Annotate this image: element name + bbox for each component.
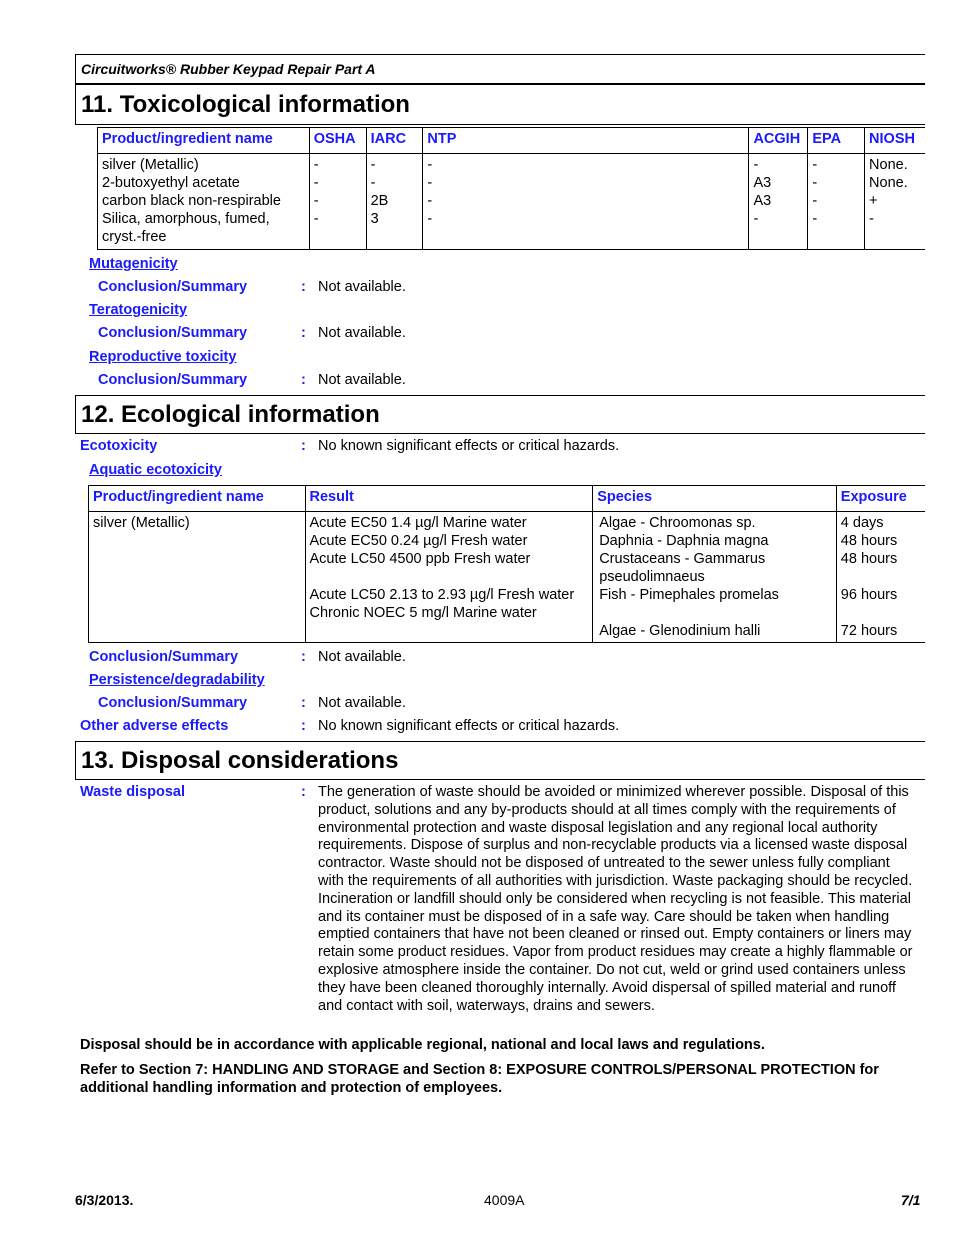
col-species bbox=[593, 512, 837, 643]
teratogenicity-link[interactable]: Teratogenicity bbox=[89, 302, 188, 318]
cell: - bbox=[370, 157, 376, 173]
th-name: Product/ingredient name bbox=[98, 128, 310, 154]
other-effects-value: No known significant effects or critical hazards. bbox=[318, 718, 620, 734]
product-name: Circuitworks® Rubber Keypad Repair Part A bbox=[81, 61, 376, 77]
section-title: 13. Disposal considerations bbox=[81, 747, 399, 774]
conclusion-label: Conclusion/Summary bbox=[98, 279, 248, 295]
cell: Algae - Glenodinium halli bbox=[599, 623, 761, 639]
aquatic-ecotoxicity-link[interactable]: Aquatic ecotoxicity bbox=[89, 462, 222, 478]
reproductive-toxicity-link[interactable]: Reproductive toxicity bbox=[89, 349, 237, 365]
cell: - bbox=[427, 211, 433, 227]
th-exposure: Exposure bbox=[836, 486, 925, 512]
aquatic-conclusion-value: Not available. bbox=[318, 649, 406, 665]
cell: Crustaceans - Gammarus pseudolimnaeus bbox=[599, 551, 766, 585]
cell: 72 hours bbox=[840, 623, 898, 639]
cell: Acute EC50 1.4 µg/l Marine water bbox=[309, 515, 527, 531]
reproductive-value: Not available. bbox=[318, 372, 406, 388]
cell: - bbox=[313, 157, 319, 173]
th-osha: OSHA bbox=[309, 128, 366, 154]
cell: None. bbox=[869, 157, 908, 173]
section-13-heading bbox=[75, 741, 925, 780]
col-acgih bbox=[749, 154, 808, 250]
colon: : bbox=[301, 718, 306, 734]
th-epa: EPA bbox=[808, 128, 865, 154]
ecotoxicity-value: No known significant effects or critical hazards. bbox=[318, 438, 620, 454]
cell: Chronic NOEC 5 mg/l Marine water bbox=[309, 605, 537, 621]
col-iarc bbox=[366, 154, 423, 250]
cell: - bbox=[753, 211, 759, 227]
cell: - bbox=[869, 211, 874, 227]
cell: - bbox=[313, 175, 319, 191]
toxicology-table bbox=[97, 127, 925, 250]
cell: Acute EC50 0.24 µg/l Fresh water bbox=[309, 533, 528, 549]
th-niosh: NIOSH bbox=[865, 128, 925, 154]
aquatic-table bbox=[88, 485, 925, 643]
th-species: Species bbox=[593, 486, 837, 512]
cell: - bbox=[812, 175, 818, 191]
cell: - bbox=[812, 157, 818, 173]
section-11-heading bbox=[75, 84, 925, 125]
colon: : bbox=[301, 279, 306, 295]
cell: - bbox=[812, 211, 818, 227]
th-name: Product/ingredient name bbox=[89, 486, 306, 512]
cell: Silica, amorphous, fumed, cryst.-free bbox=[102, 211, 270, 245]
cell: Daphnia - Daphnia magna bbox=[599, 533, 769, 549]
cell: - bbox=[427, 157, 433, 173]
cell: 48 hours bbox=[840, 533, 898, 549]
section-12-heading bbox=[75, 395, 925, 434]
th-iarc: IARC bbox=[366, 128, 423, 154]
disposal-note: Disposal should be in accordance with applicable regional, national and local laws and regulations. bbox=[80, 1037, 765, 1053]
ecotoxicity-label: Ecotoxicity bbox=[80, 438, 158, 454]
cell: Acute LC50 2.13 to 2.93 µg/l Fresh water bbox=[309, 587, 575, 603]
cell: - bbox=[427, 193, 433, 209]
teratogenicity-value: Not available. bbox=[318, 325, 406, 341]
cell: Acute LC50 4500 ppb Fresh water bbox=[309, 551, 531, 567]
th-ntp: NTP bbox=[423, 128, 749, 154]
cell: 3 bbox=[370, 211, 379, 227]
colon: : bbox=[301, 649, 306, 665]
document-header bbox=[75, 54, 925, 84]
colon: : bbox=[301, 438, 306, 454]
colon: : bbox=[301, 784, 306, 800]
waste-disposal-text: The generation of waste should be avoided or minimized wherever possible. Disposal of this product, solutions and any by-products should at all times comply with the requirements of environmental protection and waste disposal legislation and any regional local authority requirements. Dispose of surplus and non-recyclable products via a licensed waste disposal contractor. Waste should not be disposed of untreated to the sewer unless fully compliant with the requirements of all authorities with jurisdiction. Waste packaging should be recycled. Incineration or landfill should only be considered when recycling is not feasible. This material and its container must be disposed of in a safe way. Care should be taken when handling emptied containers that have not been cleaned or rinsed out. Empty containers or liners may retain some product residues. Vapor from product residues may create a highly flammable or explosive atmosphere inside the container. Do not cut, weld or grind used containers unless they have been cleaned thoroughly internally. Avoid dispersal of spilled material and runoff and contact with soil, waterways, drains and sewers. bbox=[318, 784, 913, 1014]
cell: - bbox=[427, 175, 433, 191]
footer-code: 4009A bbox=[484, 1192, 525, 1208]
cell: 48 hours bbox=[840, 551, 898, 567]
cell: silver (Metallic) bbox=[102, 157, 199, 173]
col-ntp bbox=[423, 154, 749, 250]
th-acgih: ACGIH bbox=[749, 128, 808, 154]
conclusion-label: Conclusion/Summary bbox=[98, 325, 248, 341]
cell: 96 hours bbox=[840, 587, 898, 603]
col-osha bbox=[309, 154, 366, 250]
cell: 4 days bbox=[840, 515, 884, 531]
col-names bbox=[98, 154, 310, 250]
conclusion-label: Conclusion/Summary bbox=[98, 695, 248, 711]
cell: - bbox=[313, 193, 319, 209]
cell: A3 bbox=[753, 175, 772, 191]
section-title: 12. Ecological information bbox=[81, 401, 380, 428]
cell: - bbox=[753, 157, 759, 173]
mutagenicity-link[interactable]: Mutagenicity bbox=[89, 256, 178, 272]
cell: 2-butoxyethyl acetate bbox=[102, 175, 240, 191]
col-exposure bbox=[836, 512, 925, 643]
mutagenicity-value: Not available. bbox=[318, 279, 406, 295]
cell: Fish - Pimephales promelas bbox=[599, 587, 779, 603]
conclusion-label: Conclusion/Summary bbox=[98, 372, 248, 388]
persistence-value: Not available. bbox=[318, 695, 406, 711]
cell: - bbox=[370, 175, 376, 191]
th-result: Result bbox=[305, 486, 593, 512]
cell: - bbox=[812, 193, 818, 209]
col-results bbox=[305, 512, 593, 643]
waste-disposal-label: Waste disposal bbox=[80, 784, 186, 800]
other-effects-label: Other adverse effects bbox=[80, 718, 229, 734]
cell: silver (Metallic) bbox=[93, 515, 190, 531]
col-epa bbox=[808, 154, 865, 250]
colon: : bbox=[301, 695, 306, 711]
persistence-link[interactable]: Persistence/degradability bbox=[89, 672, 265, 688]
cell: A3 bbox=[753, 193, 772, 209]
colon: : bbox=[301, 325, 306, 341]
colon: : bbox=[301, 372, 306, 388]
cell: None. bbox=[869, 175, 908, 191]
cell: 2B bbox=[370, 193, 389, 209]
footer-date: 6/3/2013. bbox=[75, 1192, 134, 1208]
cell: Algae - Chroomonas sp. bbox=[599, 515, 756, 531]
conclusion-label: Conclusion/Summary bbox=[89, 649, 239, 665]
section-title: 11. Toxicological information bbox=[81, 91, 410, 118]
cell: carbon black non-respirable bbox=[102, 193, 281, 209]
refer-note: Refer to Section 7: HANDLING AND STORAGE and Section 8: EXPOSURE CONTROLS/PERSONAL PROTECTION for additional handling information and protection of employees. bbox=[80, 1062, 879, 1096]
cell-name bbox=[89, 512, 306, 643]
col-niosh bbox=[865, 154, 925, 250]
footer-page: 7/1 bbox=[901, 1192, 921, 1208]
cell: + bbox=[869, 193, 878, 209]
cell: - bbox=[313, 211, 319, 227]
